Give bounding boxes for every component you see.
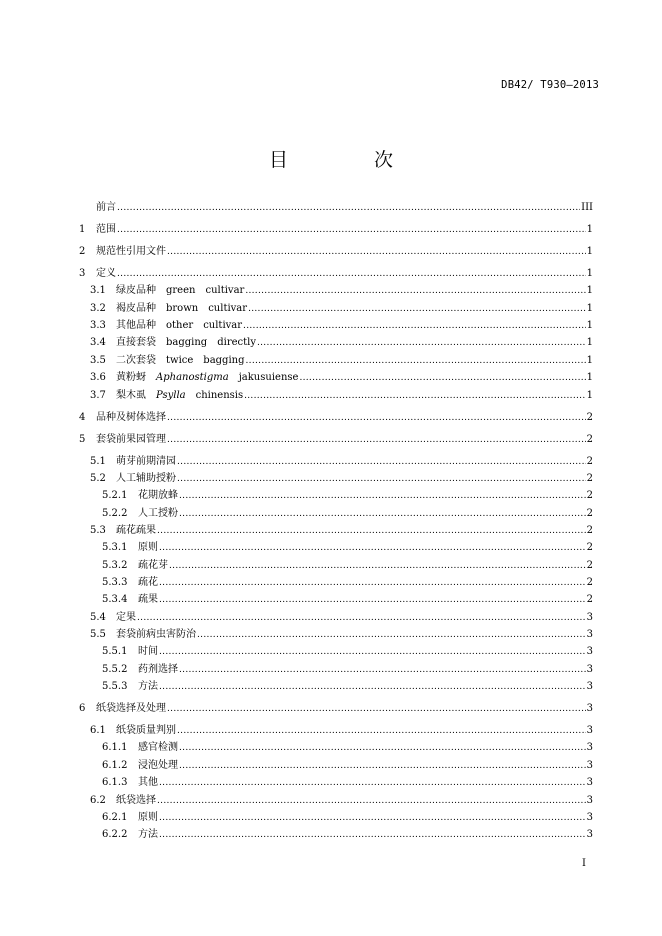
toc-entry-page: 2 <box>586 524 593 536</box>
toc-leader-dots <box>169 558 586 575</box>
toc-entry-label <box>116 453 176 470</box>
toc-leader-dots <box>159 775 586 792</box>
toc-entry-number: 5.2.2 <box>102 507 128 519</box>
toc-entry-title: 范围 <box>96 224 116 236</box>
toc-entry-number: 3 <box>79 268 86 280</box>
toc-entry[interactable] <box>79 317 593 334</box>
toc-entry-number: 6.1.1 <box>102 742 128 754</box>
toc-entry-number: 5.3.4 <box>102 594 128 606</box>
toc-leader-dots <box>167 244 586 261</box>
toc-entry-label <box>96 265 116 282</box>
toc-leader-dots <box>159 810 586 827</box>
toc-entry-title: 其他 <box>138 777 158 789</box>
toc-entry-number: 5.2.1 <box>102 490 128 502</box>
toc-entry-title: 浸泡处理 <box>138 759 178 771</box>
toc-leader-dots <box>246 353 586 370</box>
toc-leader-dots <box>179 662 586 679</box>
toc-entry[interactable] <box>79 792 593 809</box>
toc-entry[interactable] <box>79 470 593 487</box>
toc-leader-dots <box>177 471 586 488</box>
toc-leader-dots <box>179 506 586 523</box>
toc-entry[interactable] <box>79 387 593 404</box>
document-number: DB42/ T930—2013 <box>501 79 599 91</box>
toc-entry-title: 疏花疏果 <box>116 524 156 536</box>
toc-entry-title: 人工辅助授粉 <box>116 472 176 484</box>
toc-entry-page: 3 <box>586 742 593 754</box>
toc-leader-dots <box>177 723 586 740</box>
toc-entry-page: 2 <box>586 455 593 467</box>
toc-entry[interactable] <box>79 282 593 299</box>
toc-entry[interactable] <box>79 487 593 504</box>
toc-entry[interactable] <box>79 661 593 678</box>
toc-entry-number: 5.3.1 <box>102 542 128 554</box>
toc-entry-title: 药剂选择 <box>138 663 178 675</box>
toc-entry-number: 6.1.3 <box>102 777 128 789</box>
toc-entry-page: 3 <box>586 829 593 841</box>
toc-entry[interactable] <box>79 739 593 756</box>
toc-entry-number: 4 <box>79 411 86 423</box>
toc-entry-title: 褐皮品种 <box>116 302 156 314</box>
toc-leader-dots <box>167 701 586 718</box>
toc-entry-label <box>96 431 166 448</box>
toc-entry-label <box>116 470 176 487</box>
toc-entry[interactable] <box>79 300 593 317</box>
toc-entry-title: 绿皮品种 <box>116 285 156 297</box>
toc-entry[interactable] <box>79 757 593 774</box>
toc-entry-page: 1 <box>586 337 593 349</box>
toc-leader-dots <box>167 410 586 427</box>
toc-entry-title: 疏果 <box>138 594 158 606</box>
toc-entry-number: 5.3 <box>90 524 106 536</box>
toc-entry[interactable] <box>79 722 593 739</box>
toc-entry-title: 疏花芽 <box>138 559 168 571</box>
toc-entry-title: 纸袋质量判别 <box>116 725 176 737</box>
toc-entry-label <box>138 809 158 826</box>
toc-leader-dots <box>159 679 586 696</box>
toc-entry-page: 3 <box>586 794 593 806</box>
toc-entry-page: 2 <box>586 433 593 445</box>
toc-leader-dots <box>244 388 586 405</box>
toc-entry[interactable] <box>79 609 593 626</box>
toc-leader-dots <box>248 301 586 318</box>
toc-leader-dots <box>197 627 586 644</box>
toc-entry-label <box>138 826 158 843</box>
toc-entry-title: 品种及树体选择 <box>96 411 166 423</box>
toc-entry-title: 原则 <box>138 811 158 823</box>
toc-entry-label <box>116 282 244 299</box>
toc-entry-label <box>138 678 158 695</box>
toc-leader-dots <box>117 200 580 217</box>
toc-entry-english-term: directly <box>217 337 256 349</box>
toc-entry-english-term: Psylla <box>156 389 186 401</box>
toc-entry[interactable] <box>79 409 593 426</box>
toc-leader-dots <box>117 222 586 239</box>
toc-entry-page: 3 <box>586 646 593 658</box>
toc-entry-label <box>116 352 245 369</box>
toc-entry-title: 疏花 <box>138 577 158 588</box>
toc-entry[interactable] <box>79 221 593 238</box>
toc-entry[interactable] <box>79 199 593 216</box>
toc-entry-number: 6.2.1 <box>102 811 128 823</box>
toc-entry-title: 时间 <box>138 646 158 658</box>
toc-entry-page: 1 <box>586 302 593 314</box>
toc-entry-number: 5.4 <box>90 611 106 623</box>
page-title: 目 次 <box>268 149 434 171</box>
toc-entry-page: 2 <box>586 411 593 423</box>
toc-entry-english-term: Aphanostigma <box>156 372 229 384</box>
toc-entry-number: 5.3.3 <box>102 577 128 588</box>
toc-entry-number: 5.3.2 <box>102 559 128 571</box>
toc-entry-title: 规范性引用文件 <box>96 246 166 258</box>
toc-entry-title: 套袋前果园管理 <box>96 433 166 445</box>
toc-entry-english-term: jakusuiense <box>238 372 299 384</box>
toc-entry-title: 梨木虱 <box>116 389 146 401</box>
toc-entry-number: 3.4 <box>90 337 106 349</box>
toc-entry-label <box>138 643 158 660</box>
toc-entry-number: 3.5 <box>90 354 106 366</box>
toc-entry-label <box>96 700 166 717</box>
toc-entry-title: 二次套袋 <box>116 354 156 366</box>
toc-entry-title: 花期放蜂 <box>138 490 178 502</box>
toc-entry-page: 3 <box>586 703 593 715</box>
toc-entry-label <box>138 591 158 608</box>
toc-entry-label <box>116 317 242 334</box>
toc-entry-number: 5 <box>79 433 86 445</box>
toc-entry-page: 2 <box>586 542 593 554</box>
toc-entry[interactable] <box>79 505 593 522</box>
toc-leader-dots <box>299 370 585 387</box>
toc-entry-title: 纸袋选择及处理 <box>96 703 166 715</box>
toc-entry-title: 直接套袋 <box>116 337 156 349</box>
toc-entry[interactable] <box>79 809 593 826</box>
toc-entry[interactable] <box>79 522 593 539</box>
toc-entry-label <box>138 539 158 556</box>
toc-entry-page: 3 <box>586 811 593 823</box>
footer-page-number: I <box>582 858 586 869</box>
toc-leader-dots <box>159 827 586 844</box>
toc-leader-dots <box>157 793 586 810</box>
toc-entry-title: 方法 <box>138 681 158 693</box>
toc-entry[interactable] <box>79 574 593 591</box>
toc-entry-label <box>116 792 156 809</box>
toc-entry-number: 5.2 <box>90 472 106 484</box>
toc-entry-number: 5.5 <box>90 629 106 641</box>
toc-entry-english-term: chinensis <box>195 389 244 401</box>
toc-entry-page: 3 <box>586 777 593 789</box>
toc-leader-dots <box>167 432 586 449</box>
toc-entry[interactable] <box>79 591 593 608</box>
toc-entry[interactable] <box>79 678 593 695</box>
toc-leader-dots <box>243 318 586 335</box>
toc-entry-english-term: green <box>166 285 196 297</box>
toc-leader-dots <box>159 644 586 661</box>
toc-entry-label <box>116 300 247 317</box>
toc-entry-label <box>96 199 116 216</box>
toc-entry-title: 人工授粉 <box>138 507 178 519</box>
toc-entry-page: 2 <box>586 577 593 588</box>
toc-entry-english-term: twice <box>166 354 194 366</box>
toc-entry-number: 5.5.2 <box>102 663 128 675</box>
toc-entry-number: 6.1.2 <box>102 759 128 771</box>
toc-entry-page: 2 <box>586 490 593 502</box>
toc-entry-page: 1 <box>586 320 593 332</box>
toc-entry[interactable] <box>79 700 593 717</box>
toc-leader-dots <box>179 740 586 757</box>
toc-entry-page: 3 <box>586 629 593 641</box>
toc-entry-english-term: other <box>166 320 194 332</box>
toc-entry-page: 1 <box>586 268 593 280</box>
toc-entry[interactable] <box>79 352 593 369</box>
toc-entry-page: 2 <box>586 507 593 519</box>
toc-entry-title: 定义 <box>96 268 116 280</box>
toc-entry-label <box>96 243 166 260</box>
toc-entry-page: 1 <box>586 354 593 366</box>
toc-entry-page: 1 <box>586 224 593 236</box>
toc-leader-dots <box>159 592 586 609</box>
toc-entry-page: III <box>581 202 593 213</box>
toc-entry-page: 1 <box>586 285 593 297</box>
toc-entry-label <box>96 409 166 426</box>
toc-entry-page: 2 <box>586 472 593 484</box>
toc-entry[interactable] <box>79 774 593 791</box>
toc-entry-label <box>138 487 178 504</box>
toc-leader-dots <box>177 454 586 471</box>
toc-entry-page: 3 <box>586 725 593 737</box>
toc-entry[interactable] <box>79 539 593 556</box>
toc-entry-title: 定果 <box>116 611 136 623</box>
toc-entry-title: 前言 <box>96 202 116 213</box>
toc-entry-number: 6.2 <box>90 794 106 806</box>
toc-entry[interactable] <box>79 557 593 574</box>
toc-entry[interactable] <box>79 643 593 660</box>
toc-entry-page: 1 <box>586 389 593 401</box>
toc-entry[interactable] <box>79 369 593 386</box>
toc-entry-number: 3.3 <box>90 320 106 332</box>
toc-entry-label <box>116 522 156 539</box>
toc-entry-label <box>116 609 136 626</box>
toc-entry-number: 6.2.2 <box>102 829 128 841</box>
toc-entry-number: 3.6 <box>90 372 106 384</box>
toc-entry-title: 原则 <box>138 542 158 554</box>
toc-leader-dots <box>137 610 586 627</box>
toc-entry-page: 1 <box>586 372 593 384</box>
toc-entry-label <box>116 387 243 404</box>
toc-entry-number: 3.1 <box>90 285 106 297</box>
toc-entry[interactable] <box>79 626 593 643</box>
toc-entry-english-term: cultivar <box>203 320 243 332</box>
toc-entry-number: 5.1 <box>90 455 106 467</box>
table-of-contents <box>79 199 593 844</box>
toc-entry-label <box>96 221 116 238</box>
toc-leader-dots <box>245 283 585 300</box>
toc-entry-page: 3 <box>586 663 593 675</box>
toc-entry-label <box>116 369 298 386</box>
toc-entry-page: 2 <box>586 594 593 606</box>
toc-entry-title: 方法 <box>138 829 158 841</box>
toc-leader-dots <box>159 540 586 557</box>
toc-entry-number: 3.2 <box>90 302 106 314</box>
toc-entry-title: 套袋前病虫害防治 <box>116 629 196 641</box>
toc-entry[interactable] <box>79 453 593 470</box>
toc-leader-dots <box>159 575 586 592</box>
toc-entry-number: 6 <box>79 703 86 715</box>
toc-entry-english-term: cultivar <box>205 285 245 297</box>
toc-leader-dots <box>179 758 586 775</box>
toc-entry-label <box>138 739 178 756</box>
toc-entry-number: 1 <box>79 224 86 236</box>
toc-entry-title: 感官检测 <box>138 742 178 754</box>
toc-entry-label <box>138 757 178 774</box>
toc-entry-label <box>116 626 196 643</box>
toc-entry-title: 黄粉蚜 <box>116 372 146 384</box>
toc-entry[interactable] <box>79 334 593 351</box>
toc-entry-label <box>138 557 168 574</box>
toc-entry-title: 纸袋选择 <box>116 794 156 806</box>
toc-entry-page: 2 <box>586 559 593 571</box>
toc-entry-english-term: cultivar <box>208 302 248 314</box>
toc-entry-page: 1 <box>586 246 593 258</box>
toc-entry-english-term: brown <box>166 302 199 314</box>
toc-entry-english-term: bagging <box>203 354 245 366</box>
toc-entry-label <box>116 334 256 351</box>
toc-entry-label <box>138 774 158 791</box>
toc-entry-title: 其他品种 <box>116 320 156 332</box>
toc-entry-number: 3.7 <box>90 389 106 401</box>
toc-entry[interactable] <box>79 431 593 448</box>
toc-leader-dots <box>157 523 586 540</box>
toc-entry-number: 5.5.1 <box>102 646 128 658</box>
toc-entry[interactable] <box>79 265 593 282</box>
toc-entry-number: 6.1 <box>90 725 106 737</box>
toc-entry-page: 3 <box>586 681 593 693</box>
toc-entry-page: 3 <box>586 759 593 771</box>
toc-entry-label <box>138 661 178 678</box>
toc-leader-dots <box>257 335 586 352</box>
toc-entry-number: 2 <box>79 246 86 258</box>
toc-leader-dots <box>179 488 586 505</box>
toc-entry-number: 5.5.3 <box>102 681 128 693</box>
toc-entry[interactable] <box>79 826 593 843</box>
toc-entry-label <box>138 574 158 591</box>
toc-leader-dots <box>117 266 586 283</box>
toc-entry-label <box>116 722 176 739</box>
toc-entry-title: 萌芽前期清园 <box>116 455 176 467</box>
toc-entry-page: 3 <box>586 611 593 623</box>
toc-entry-english-term: bagging <box>166 337 208 349</box>
toc-entry[interactable] <box>79 243 593 260</box>
toc-entry-label <box>138 505 178 522</box>
